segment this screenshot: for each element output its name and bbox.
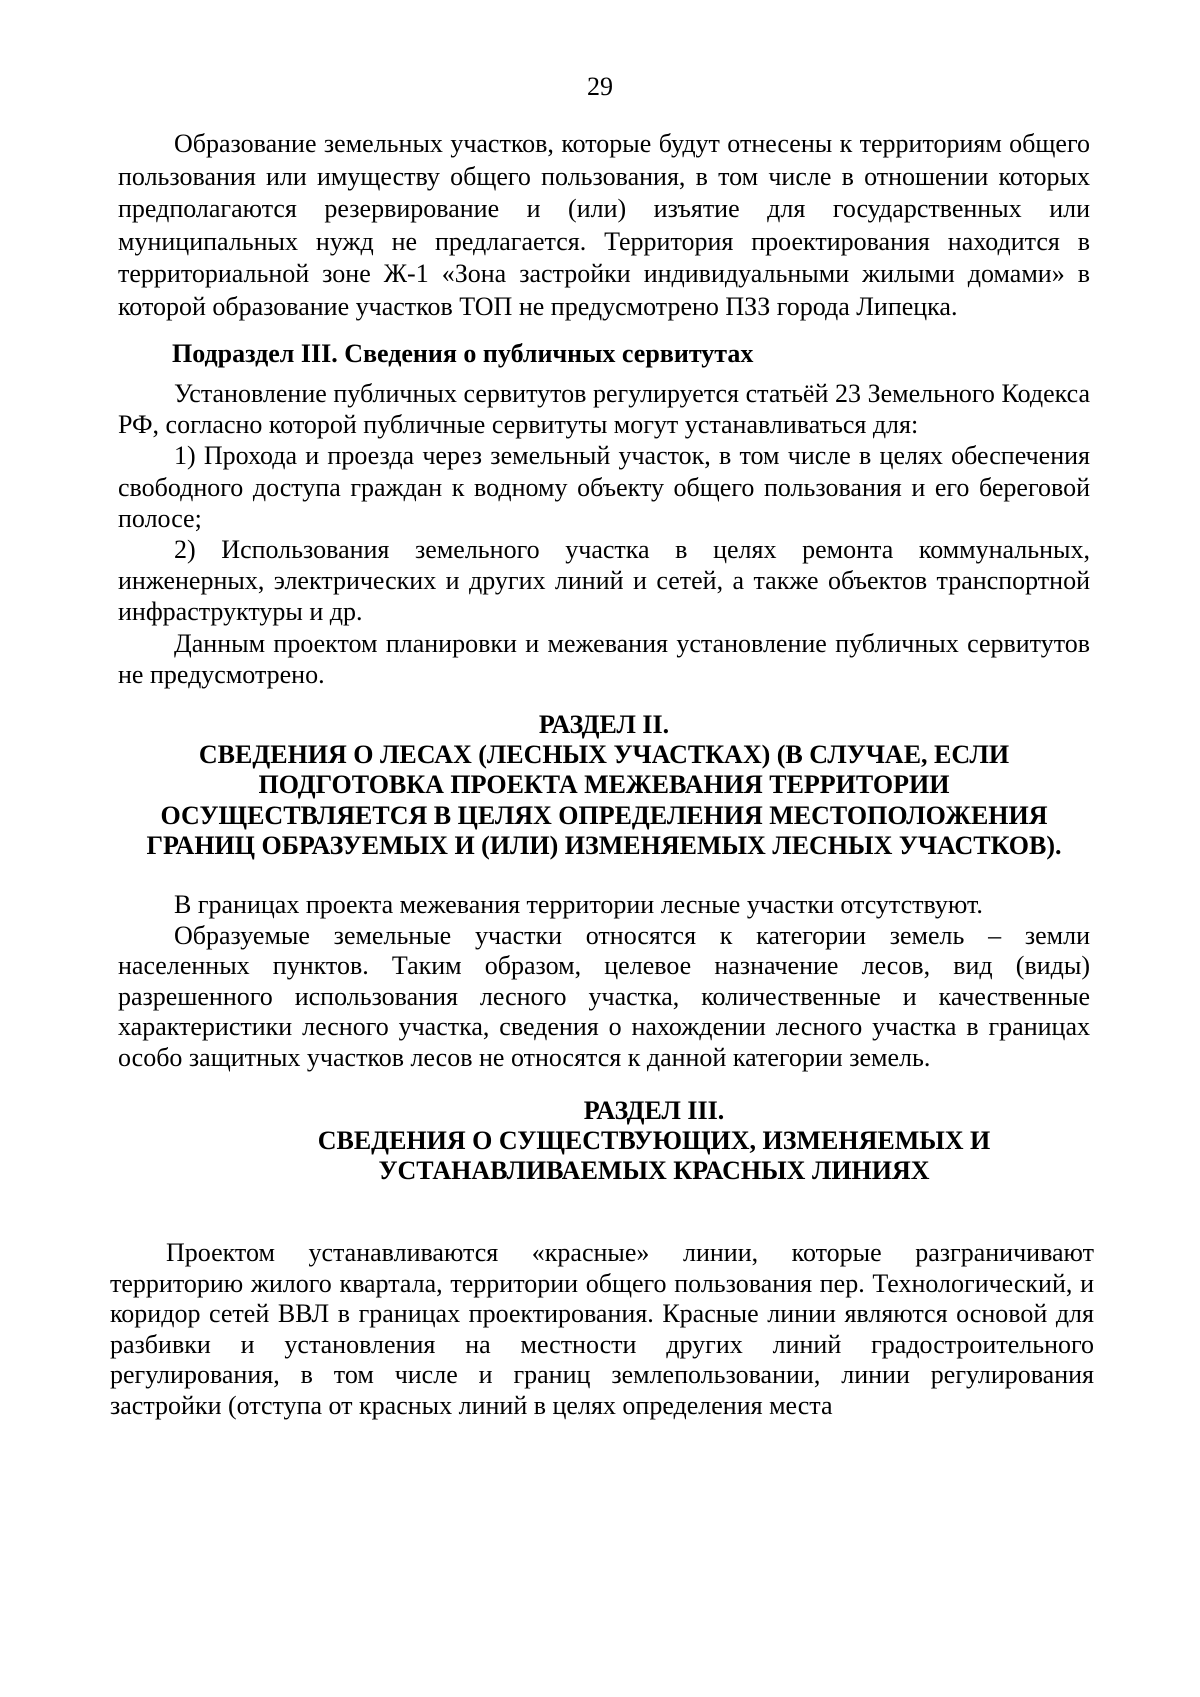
paragraph: Образуемые земельные участки относятся к категории земель – земли населенных пунктов. Таким образом, целевое назначение лесов, вид (виды) разрешенного использования лесного участка, количественные и качественные характеристики лесного участка, сведения о нахождении лесного участка в границах особо защитных участков лесов не относятся к данной категории земель. bbox=[118, 920, 1090, 1072]
section-heading-red-lines bbox=[168, 1096, 1140, 1187]
list-item: 2) Использования земельного участка в целях ремонта коммунальных, инженерных, электрических и других линий и сетей, а также объектов транспортной инфраструктуры и др. bbox=[118, 535, 1090, 627]
section-heading-line: УСТАНАВЛИВАЕМЫХ КРАСНЫХ ЛИНИЯХ bbox=[378, 1156, 930, 1186]
paragraph: Данным проектом планировки и межевания установление публичных сервитутов не предусмотрено. bbox=[118, 628, 1090, 689]
section-heading-line: ОСУЩЕСТВЛЯЕТСЯ В ЦЕЛЯХ ОПРЕДЕЛЕНИЯ МЕСТОПОЛОЖЕНИЯ bbox=[160, 800, 1048, 830]
list-item: 1) Прохода и проезда через земельный участок, в том числе в целях обеспечения свободного доступа граждан к водному объекту общего пользования и его береговой полосе; bbox=[118, 441, 1090, 533]
section-heading-line: РАЗДЕЛ II. bbox=[538, 710, 670, 739]
paragraph: Образование земельных участков, которые будут отнесены к территориям общего пользования или имуществу общего пользования, в том числе в отношении которых предполагаются резервирование и (или) изъятие для государственных или муниципальных нужд не предлагается. Территория проектирования находится в территориальной зоне Ж-1 «Зона застройки индивидуальными жилыми домами» в которой образование участков ТОП не предусмотрено ПЗЗ города Липецка. bbox=[118, 129, 1090, 321]
section-heading-line: ПОДГОТОВКА ПРОЕКТА МЕЖЕВАНИЯ ТЕРРИТОРИИ bbox=[258, 770, 950, 800]
paragraph: Установление публичных сервитутов регулируется статьёй 23 Земельного Кодекса РФ, согласно которой публичные сервитуты могут устанавливаться для: bbox=[118, 379, 1090, 440]
section-heading-line: СВЕДЕНИЯ О СУЩЕСТВУЮЩИХ, ИЗМЕНЯЕМЫХ И bbox=[317, 1126, 991, 1156]
section-heading-forests bbox=[118, 710, 1090, 861]
paragraph: Проектом устанавливаются «красные» линии, которые разграничивают территорию жилого квартала, территории общего пользования пер. Технологический, и коридор сетей ВВЛ в границах проектирования. Красные линии являются основой для разбивки и установления на местности других линий градостроительного регулирования, в том числе и границ землепользовании, линии регулирования застройки (отступа от красных линий в целях определения места bbox=[110, 1238, 1094, 1420]
page-number: 29 bbox=[587, 72, 613, 101]
paragraph: В границах проекта межевания территории лесные участки отсутствуют. bbox=[174, 890, 983, 919]
paragraph-block-servitudes bbox=[118, 378, 1090, 690]
section-heading-line: ГРАНИЦ ОБРАЗУЕМЫХ И (ИЛИ) ИЗМЕНЯЕМЫХ ЛЕСНЫХ УЧАСТКОВ). bbox=[146, 830, 1062, 860]
paragraph-block-land-plots bbox=[118, 128, 1090, 324]
subsection-title: Подраздел III. Сведения о публичных сервитутах bbox=[172, 339, 754, 368]
paragraph-block-red-lines bbox=[110, 1238, 1094, 1422]
paragraph-block-forests bbox=[118, 890, 1090, 1074]
section-heading-line: РАЗДЕЛ III. bbox=[583, 1096, 725, 1125]
section-heading-line: СВЕДЕНИЯ О ЛЕСАХ (ЛЕСНЫХ УЧАСТКАХ) (В СЛУЧАЕ, ЕСЛИ bbox=[198, 740, 1010, 770]
